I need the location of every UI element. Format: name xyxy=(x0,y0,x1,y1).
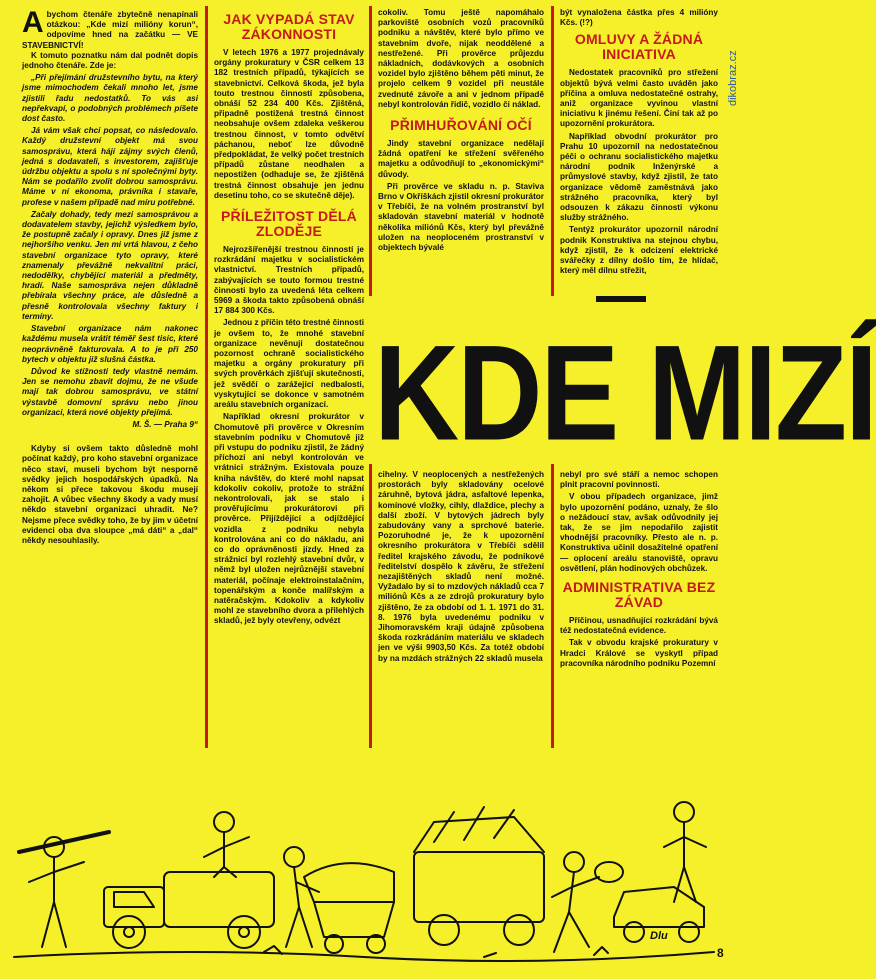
paragraph: Nejrozšířenější trestnou činností je rozkrádání majetku v socialistickém vlastnictví. Trestních případů, zabývajících se touto formou trestné činnosti bylo za uvedená léta celkem 5969 a škoda takto způsobená obnáší 17 884 300 Kčs. xyxy=(214,245,364,316)
truck-middle-icon xyxy=(414,807,544,945)
column-divider-left xyxy=(205,6,208,748)
paragraph: Kdyby si ovšem takto důsledně mohl počínat každý, pro koho stavební organizace něco staví, museli bychom být nesporně svědky jejich hospodářských úpadků. Na někom si přece takovou škodu musejí zahojit. A vůbec všechny škody a vady musí někdo stavební organizaci uhradit. Ne? Nejsme přece svědky toho, že by jim v účetní evidenci oba dva sloupce „má dáti“ a „dal“ někdy nesouhlasily. xyxy=(22,444,198,545)
paragraph: nebyl pro své stáří a nemoc schopen plnit pracovní povinnosti. xyxy=(560,470,718,490)
column-4-lower xyxy=(560,470,718,671)
cart-icon xyxy=(304,863,394,953)
title-accent-bar xyxy=(596,296,646,302)
artist-signature: Dlu xyxy=(650,930,668,942)
site-label: dikobraz.cz xyxy=(727,50,739,106)
paragraph: K tomuto poznatku nám dal podnět dopis jednoho čtenáře. Zde je: xyxy=(22,50,198,71)
paragraph: cokoliv. Tomu ještě napomáhalo parkoviště osobních vozů pracovníků podniku a návštěv, které bylo přímo ve stavebním dvoře, nijak neoddělené a nestřežené. Při prověrce průjezdu nákladních, dodávkových a osobních vozidel bylo zjištěno během pěti minut, že projelo celkem 9 vozidel při neustále zvednuté závoře a ani v jednom případě nebyl kontrolován řidič, vozidlo či náklad. xyxy=(378,8,544,109)
paragraph: Při prověrce ve skladu n. p. Staviva Brno v Okříškách zjistil okresní prokurátor v Třebíči, že na volném prostranství byl skladován stavební materiál v hodnotě několika miliónů Kčs, který byl převážně uložen na neoploceném prostranství v objektech bývalé xyxy=(378,181,544,253)
paragraph: cihelny. V neoplocených a nestřežených prostorách byly skladovány ocelové záruhně, bytová jádra, asfaltové lepenka, komínové vložky, cihly, dlaždice, plechy a další zboží. V bytových jádrech byly zabudovány vany a sprchové baterie. Pozoruhodné je, že k upozornění okresního prokurátora v Třebíči sdělil ředitel krajského závodu, že podnikové ředitelství dospělo k závěru, že střežení nezajištěných skladů není možné. Vyžadalo by si to mzdových nákladů cca 7 miliónů Kčs a ze zdrojů prokuratury bylo zjištěno, že za období od 1. 1. 1971 do 31. 8. 1976 byla uvedenému podniku v Jihomoravském kraji údajně způsobena škoda rozkrádáním materiálu ve skladech jen ve výši 9903,50 Kčs. Za totéž období by na mzdách strážných 22 skladů musela xyxy=(378,470,544,663)
paragraph: V letech 1976 a 1977 projednávaly orgány prokuratury v ČSR celkem 13 182 trestních případů, týkajících se stavebnictví. Celková škoda, jež byla touto trestnou činností způsobena, obnáší 52 234 400 Kčs. Zjištěná, připadně postižená trestná činnost neobsahuje ovšem zdaleka veškerou trestnou činnost, v tomto odvětví páchanou, neboť lze důvodně předpokládat, že velký počet trestních případů zůstane neodhalen a nepostižen (odhaduje se, že zjištěná trestná činnost obsahuje jen jednu desetinu toho, co se skutečně děje). xyxy=(214,48,364,200)
paragraph: Příčinou, usnadňující rozkrádání bývá též nedostatečná evidence. xyxy=(560,616,718,636)
paragraph: Jednou z příčin této trestné činnosti je ovšem to, že mnohé stavební organizace nevěnují dostatečnou pozornost ochraně socialistického majetku a orgány prokuratury při svých prověrkách zjišťují skutečnosti, jež svědčí o zarážející nedbalosti, vyskytující se dokonce v samotném areálu stavebních organizací. xyxy=(214,318,364,410)
letter-paragraph: Já vám však chci popsat, co následovalo. Každý družstevní objekt má svou samosprávu, která hájí zájmy svých členů, jedná s dodavateli, s investorem, zajišťuje údržbu objektu a spolu s ní společnými byty. Nám se podařilo zvolit dobrou samosprávu. Máme v ní ekonoma, právníka i stavaře, profese v našem případě nad míru potřebné. xyxy=(22,126,198,207)
section-heading: OMLUVY A ŽÁDNÁ INICIATIVA xyxy=(574,31,704,63)
letter-paragraph: Důvod ke stížnosti tedy vlastně nemám. Jen se nemohu zbavit dojmu, že ne všude mají tak dobrou samosprávu, ve státní výstavbě domovní správu nebo jinou organizaci, která nové objekty přejímá. xyxy=(22,366,198,417)
paragraph: Nedostatek pracovníků pro střežení objektů bývá velmi často uváděn jako příčina a omluva nedostatečné ostrahy, aniž organizace vyvinou vlastní iniciativu k jinému řešení. Činí tak až po upozornění prokurátora. xyxy=(560,68,718,129)
page-number: 8 xyxy=(717,946,724,960)
cartoon-illustration xyxy=(14,752,714,972)
section-heading: PŘIMHUŘOVÁNÍ OČÍ xyxy=(390,117,532,134)
section-heading: ADMINISTRATIVA BEZ ZÁVAD xyxy=(562,579,716,611)
column-divider-right-lower xyxy=(551,464,554,748)
section-heading: JAK VYPADÁ STAV ZÁKONNOSTI xyxy=(223,11,355,42)
column-divider-right xyxy=(551,6,554,296)
paragraph: být vynaložena částka přes 4 milióny Kčs. (!?) xyxy=(560,8,718,28)
reader-letter xyxy=(22,73,198,430)
letter-paragraph: Stavební organizace nám nakonec každému musela vrátit téměř šest tisíc, které neoprávněně fakturovala. A to je při 250 bytech v objektu již slušná částka. xyxy=(22,324,198,364)
paragraph: V obou případech organizace, jimž bylo upozornění podáno, uznaly, že šlo o nežádoucí stav, avšak odůvodnily jej tak, že se jim nepodařilo zajistit vhodnější pracovníky. Přesto ale n. p. Konstruktiva učinil dosažitelné opatření — oplocení areálu stanoviště, opravu osvětlení, plán hodinových obchůzek. xyxy=(560,492,718,573)
column-1 xyxy=(22,6,198,548)
column-2 xyxy=(214,8,364,629)
person-pushing-cart-icon xyxy=(284,847,319,947)
letter-paragraph: Začaly dohady, tedy mezi samosprávou a dodavatelem stavby, jejichž výsledkem bylo, že postupně začaly i opravy. Dnes již jsme z nejhoršího venku. Jen mi vrtá hlavou, z čeho stavební organizace tyto opravy, které znamenaly převážně nekvalitní práci, nedodělky, chybějící materiál a předměty, hradí. Naše samospráva nejen důkladně přebírala všechny práce, ale důsledně a přesně kontrolovala všechny faktury i termíny. xyxy=(22,209,198,321)
person-on-truck-icon xyxy=(204,812,249,877)
column-divider-mid-lower xyxy=(369,464,372,748)
column-3 xyxy=(378,8,544,255)
letter-paragraph: „Při přejímání družstevního bytu, na který jsme mimochodem čekali mnoho let, jsme zjistili řadu nedostatků. To vás asi nepřekvapí, o podobných problémech píšete dost často. xyxy=(22,73,198,124)
truck-left-icon xyxy=(104,872,274,948)
ground-line xyxy=(14,952,714,961)
paragraph: Tentýž prokurátor upozornil národní podnik Konstruktiva na stejnou chybu, když zjistil, že k odcizení elektrické svářečky z dílny došlo tím, že hlídač, který měl dílnu střežit, xyxy=(560,225,718,276)
dropcap: A xyxy=(22,6,44,39)
intro-text: bychom čtenáře zbytečně nenapínali otázkou: „Kde mizí milióny korun“, odpovíme hned na začátku — VE STAVEBNICTVÍ! xyxy=(22,10,198,50)
paragraph: Jindy stavební organizace nedělají žádná opatření ke střežení svěřeného majetku a odůvodňují to „ekonomickými“ důvody. xyxy=(378,139,544,179)
section-heading: PŘÍLEŽITOST DĚLÁ ZLODĚJE xyxy=(221,208,357,240)
column-3-lower xyxy=(378,470,544,666)
column-4 xyxy=(560,8,718,278)
person-carrying-boards-icon xyxy=(19,832,109,947)
paragraph: Tak v obvodu krajské prokuratury v Hradci Králové se vyskytl případ pracovníka národního podniku Pozemní xyxy=(560,638,718,668)
paragraph: Například obvodní prokurátor pro Prahu 10 upozornil na nedostatečnou péči o ochranu socialistického majetku národní podnik Inženýrské a průmyslové stavby, když zjistil, že tato organizace vědomě zaměstnává jako strážného pracovníka, který byl odsouzen k zákazu činnosti výkonu služby strážného. xyxy=(560,131,718,223)
person-running-icon xyxy=(552,852,623,952)
paragraph: Například okresní prokurátor v Chomutově při prověrce v Okresním stavebním podniku v Chomutově již při vstupu do podniku zjistil, že žádný příchozí ani nebyl kontrolován ve vrátnici strážným. Existovala pouze kniha návštěv, do které mohl napsat kdokoliv cokoliv, protože to strážní nekontrolovali, jak se stalo i prověřujícímu prokurátorovi při prověrce. Přijíždějící a odjíždějící vozidla z podniku nebyla kontrolována ani co do nákladu, ani co do oprávněnosti jízdy. Hned za strážnicí byl rozlehlý stavební dvůr, v němž byl uložen nejrůznější stavební materiál, počínaje elektroinstalačním, topenářským a konče malířským a natěračským. Kdokoliv a kdykoliv mohl ze stavebního dvora a přilehlých skladů, jež byly otevřeny, odvézt xyxy=(214,412,364,626)
column-divider-mid xyxy=(369,6,372,296)
letter-signature: M. Š. — Praha 9“ xyxy=(132,419,198,429)
intro-paragraph xyxy=(22,6,198,51)
page-title: KDE MIZÍ xyxy=(374,317,876,470)
